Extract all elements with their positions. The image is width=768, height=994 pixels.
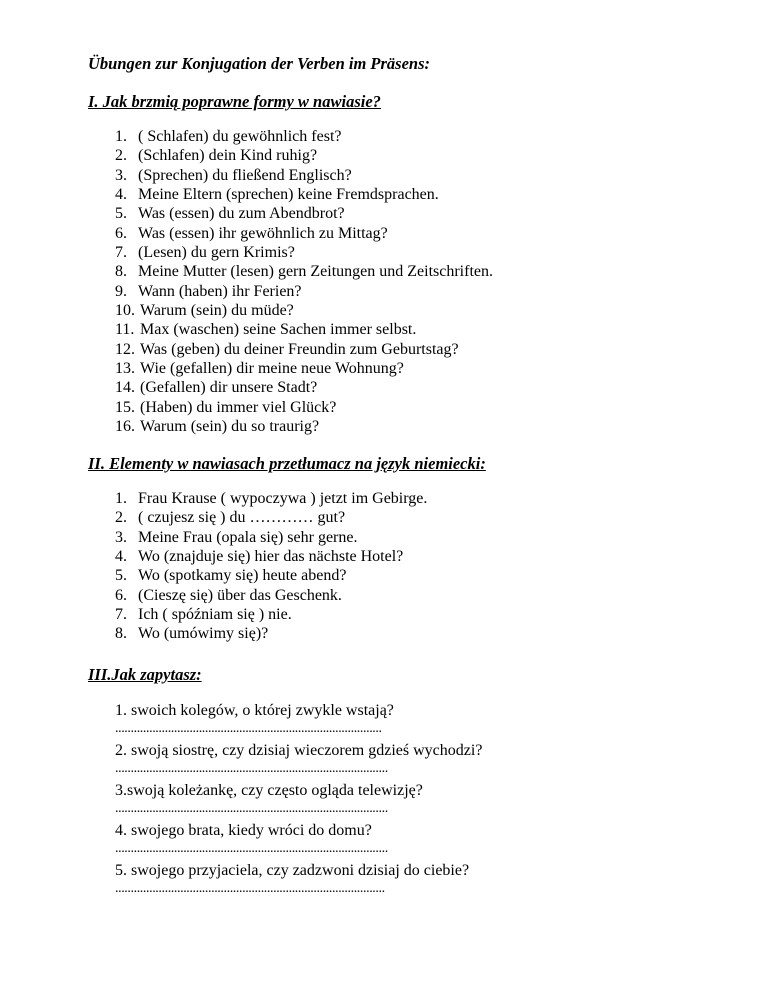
question-item	[115, 821, 482, 861]
item-number: 2.	[115, 509, 127, 527]
item-text: ( czujesz się ) du ………… gut?	[138, 509, 346, 527]
section-3-heading: III.Jak zapytasz:	[88, 665, 202, 684]
item-text: (Schlafen) dein Kind ruhig?	[138, 147, 318, 165]
item-number: 1.	[115, 490, 127, 507]
section-1-heading: I. Jak brzmią poprawne formy w nawiasie?	[88, 92, 381, 111]
question-text: 4. swojego brata, kiedy wróci do domu?	[115, 822, 372, 839]
worksheet-title: Übungen zur Konjugation der Verben im Präsens:	[88, 54, 430, 73]
item-number: 5.	[115, 205, 127, 223]
item-text: Wo (znajduje się) hier das nächste Hotel?	[138, 547, 404, 565]
item-text: Frau Krause ( wypoczywa ) jetzt im Gebirge.	[138, 490, 428, 507]
item-text: Was (geben) du deiner Freundin zum Geburtstag?	[140, 340, 459, 358]
item-number: 8.	[115, 263, 127, 281]
answer-line[interactable]: ........................................................................................	[115, 761, 388, 776]
item-number: 6.	[115, 586, 127, 604]
question-text: 2. swoją siostrę, czy dzisiaj wieczorem gdzieś wychodzi?	[115, 742, 483, 759]
item-text: Warum (sein) du so traurig?	[140, 417, 320, 435]
item-number: 5.	[115, 567, 127, 585]
item-number: 16.	[115, 417, 135, 435]
item-number: 3.	[115, 528, 127, 546]
item-number: 4.	[115, 185, 127, 203]
item-number: 1.	[115, 128, 127, 145]
item-text: Wann (haben) ihr Ferien?	[138, 282, 302, 300]
item-text: ( Schlafen) du gewöhnlich fest?	[138, 128, 342, 145]
item-text: (Lesen) du gern Krimis?	[138, 243, 295, 261]
item-number: 12.	[115, 340, 135, 358]
answer-line[interactable]: ......................................................................................	[115, 721, 382, 736]
item-text: Meine Mutter (lesen) gern Zeitungen und Zeitschriften.	[138, 263, 493, 281]
item-number: 8.	[115, 625, 127, 643]
item-number: 4.	[115, 547, 127, 565]
item-text: Was (essen) du zum Abendbrot?	[138, 205, 345, 223]
question-item	[115, 741, 482, 781]
item-number: 6.	[115, 224, 127, 242]
item-text: (Gefallen) dir unsere Stadt?	[140, 379, 318, 397]
item-number: 13.	[115, 359, 135, 377]
item-text: Meine Eltern (sprechen) keine Fremdsprachen.	[138, 185, 439, 203]
item-text: Wo (umówimy się)?	[138, 625, 269, 643]
question-text: 5. swojego przyjaciela, czy zadzwoni dzisiaj do ciebie?	[115, 862, 470, 879]
item-text: Ich ( spóźniam się ) nie.	[138, 605, 292, 623]
question-item	[115, 701, 482, 741]
item-number: 11.	[115, 321, 135, 339]
item-text: (Haben) du immer viel Glück?	[140, 398, 337, 416]
section-2-heading: II. Elementy w nawiasach przetłumacz na język niemiecki:	[88, 454, 486, 473]
item-number: 10.	[115, 301, 135, 319]
item-text: (Sprechen) du fließend Englisch?	[138, 166, 352, 184]
item-text: Warum (sein) du müde?	[140, 301, 294, 319]
item-text: Meine Frau (opala się) sehr gerne.	[138, 528, 358, 546]
item-text: (Cieszę się) über das Geschenk.	[138, 586, 342, 604]
item-number: 14.	[115, 379, 135, 397]
question-text: 1. swoich kolegów, o której zwykle wstają?	[115, 702, 394, 719]
question-item	[115, 861, 482, 901]
item-text: Was (essen) ihr gewöhnlich zu Mittag?	[138, 224, 388, 242]
item-text: Wie (gefallen) dir meine neue Wohnung?	[140, 359, 404, 377]
item-number: 2.	[115, 147, 127, 165]
question-item	[115, 781, 482, 821]
item-number: 15.	[115, 398, 135, 416]
section-3-list	[115, 701, 482, 901]
question-text: 3.swoją koleżankę, czy często ogląda telewizję?	[115, 782, 423, 799]
answer-line[interactable]: ........................................................................................	[115, 841, 388, 856]
answer-line[interactable]: .......................................................................................	[115, 881, 385, 896]
item-text: Wo (spotkamy się) heute abend?	[138, 567, 347, 585]
answer-line[interactable]: ........................................................................................	[115, 801, 388, 816]
item-number: 7.	[115, 605, 127, 623]
item-number: 3.	[115, 166, 127, 184]
item-number: 7.	[115, 243, 127, 261]
item-number: 9.	[115, 282, 127, 300]
item-text: Max (waschen) seine Sachen immer selbst.	[140, 321, 417, 339]
